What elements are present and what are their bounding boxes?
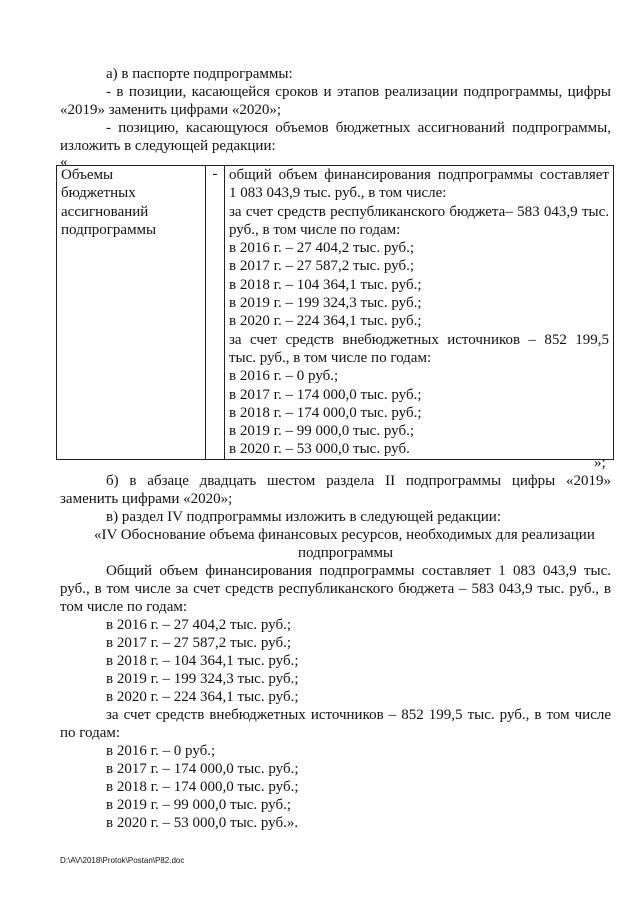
section-para-line2: руб., в том числе за счет средств республиканского бюджета – 583 043,9 тыс. руб., в: [60, 581, 611, 597]
para-a-item2-line2: изложить в следующей редакции:: [60, 138, 276, 154]
quote-open: «: [60, 154, 68, 170]
value-line: в 2018 г. – 104 364,1 тыс. руб.;: [229, 276, 422, 293]
value-line: 1 083 043,9 тыс. руб., в том числе:: [229, 185, 447, 202]
section-para-line1: Общий объем финансирования подпрограммы составляет 1 083 043,9 тыс.: [106, 563, 611, 579]
value-line: за счет средств внебюджетных источников – 852 199,5: [229, 331, 609, 348]
budget-table: [56, 165, 614, 460]
year-line: в 2018 г. – 174 000,0 тыс. руб.;: [106, 779, 299, 795]
para-a-item1-line2: «2019» заменить цифрами «2020»;: [60, 102, 282, 118]
value-line: в 2020 г. – 224 364,1 тыс. руб.;: [229, 313, 422, 330]
value-line: в 2017 г. – 27 587,2 тыс. руб.;: [229, 258, 414, 275]
extrabudget-line2: по годам:: [60, 725, 121, 741]
para-b-line1: б) в абзаце двадцать шестом раздела II подпрограммы цифры «2019»: [106, 473, 611, 489]
value-line: в 2018 г. – 174 000,0 тыс. руб.;: [229, 404, 422, 421]
label-line: подпрограммы: [61, 221, 157, 238]
table-value-cell: [225, 166, 614, 460]
year-line: в 2019 г. – 199 324,3 тыс. руб.;: [106, 671, 299, 687]
year-line: в 2020 г. – 224 364,1 тыс. руб.;: [106, 689, 299, 705]
value-line: общий объем финансирования подпрограммы составляет: [229, 167, 609, 183]
para-a-item1-line1: - в позиции, касающейся сроков и этапов реализации подпрограммы, цифры: [106, 84, 611, 100]
table-row: [57, 166, 614, 460]
file-path-footer: D:\AV\2018\Protok\Postan\P82.doc: [60, 856, 185, 865]
year-line: в 2018 г. – 104 364,1 тыс. руб.;: [106, 653, 299, 669]
para-a: а) в паспорте подпрограммы:: [106, 66, 293, 82]
year-line: в 2017 г. – 27 587,2 тыс. руб.;: [106, 635, 291, 651]
year-line: в 2020 г. – 53 000,0 тыс. руб.».: [106, 815, 299, 831]
label-line: Объемы: [61, 167, 114, 183]
label-line: ассигнований: [61, 203, 149, 220]
para-b-line2: заменить цифрами «2020»;: [60, 491, 233, 507]
year-line: в 2019 г. – 99 000,0 тыс. руб.;: [106, 797, 291, 813]
value-line: в 2016 г. – 27 404,2 тыс. руб.;: [229, 240, 414, 257]
value-line: в 2017 г. – 174 000,0 тыс. руб.;: [229, 386, 422, 403]
table-label-cell: [57, 166, 206, 460]
value-line: в 2016 г. – 0 руб.;: [229, 368, 339, 385]
value-line: в 2020 г. – 53 000,0 тыс. руб.: [229, 441, 410, 458]
quote-close: »;: [594, 455, 606, 471]
table-dash-cell: -: [206, 166, 225, 460]
section-heading-line2: подпрограммы: [298, 545, 394, 561]
value-line: в 2019 г. – 99 000,0 тыс. руб.;: [229, 423, 414, 440]
section-para-line3: том числе по годам:: [60, 599, 188, 615]
value-line: в 2019 г. – 199 324,3 тыс. руб.;: [229, 295, 422, 312]
value-line: тыс. руб., в том числе по годам:: [229, 349, 432, 366]
extrabudget-line1: за счет средств внебюджетных источников – 852 199,5 тыс. руб., в том числе: [106, 707, 611, 723]
value-line: руб., в том числе по годам:: [229, 221, 401, 238]
section-heading-line1: «IV Обоснование объема финансовых ресурсов, необходимых для реализации: [94, 527, 595, 543]
para-v: в) раздел IV подпрограммы изложить в следующей редакции:: [106, 509, 501, 525]
label-line: бюджетных: [61, 185, 136, 202]
year-line: в 2017 г. – 174 000,0 тыс. руб.;: [106, 761, 299, 777]
year-line: в 2016 г. – 27 404,2 тыс. руб.;: [106, 617, 291, 633]
year-line: в 2016 г. – 0 руб.;: [106, 743, 216, 759]
value-line: за счет средств республиканского бюджета– 583 043,9 тыс.: [229, 203, 609, 220]
para-a-item2-line1: - позицию, касающуюся объемов бюджетных ассигнований подпрограммы,: [106, 120, 611, 136]
